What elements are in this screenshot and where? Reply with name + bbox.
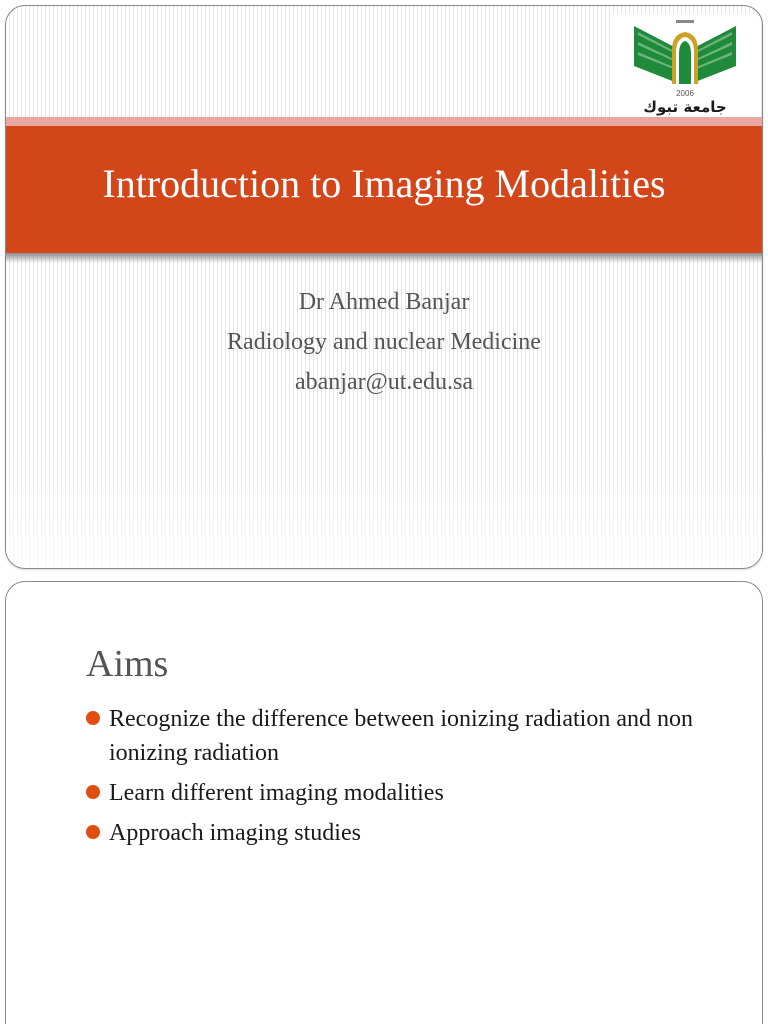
author-name: Dr Ahmed Banjar [298,289,470,315]
logo-year: 2006 [676,89,694,98]
aims-list [84,702,724,856]
list-item-text: Approach imaging studies [109,820,361,846]
title-band-shadow [6,253,762,263]
aims-title: Aims [86,643,169,685]
list-item-text: Learn different imaging modalities [109,780,444,806]
title-slide [5,5,763,569]
title-band [6,126,762,253]
slide-title: Introduction to Imaging Modalities [102,161,666,206]
bullet-icon [86,785,100,799]
author-department: Radiology and nuclear Medicine [227,329,541,355]
subtitle-block [6,282,762,402]
university-logo [612,14,758,120]
list-item [84,702,724,770]
slide-fade [6,418,762,568]
bullet-icon [86,711,100,725]
list-item [84,776,724,810]
bullet-icon [86,825,100,839]
author-email: abanjar@ut.edu.sa [294,369,474,395]
tabuk-university-logo-icon [612,14,758,92]
title-band-accent [6,117,762,126]
aims-slide [5,581,763,1024]
list-item [84,816,724,850]
list-item-text: Recognize the difference between ionizing radiation and non ionizing radiation [109,706,693,766]
logo-university-name: جامعة تبوك [643,98,727,116]
